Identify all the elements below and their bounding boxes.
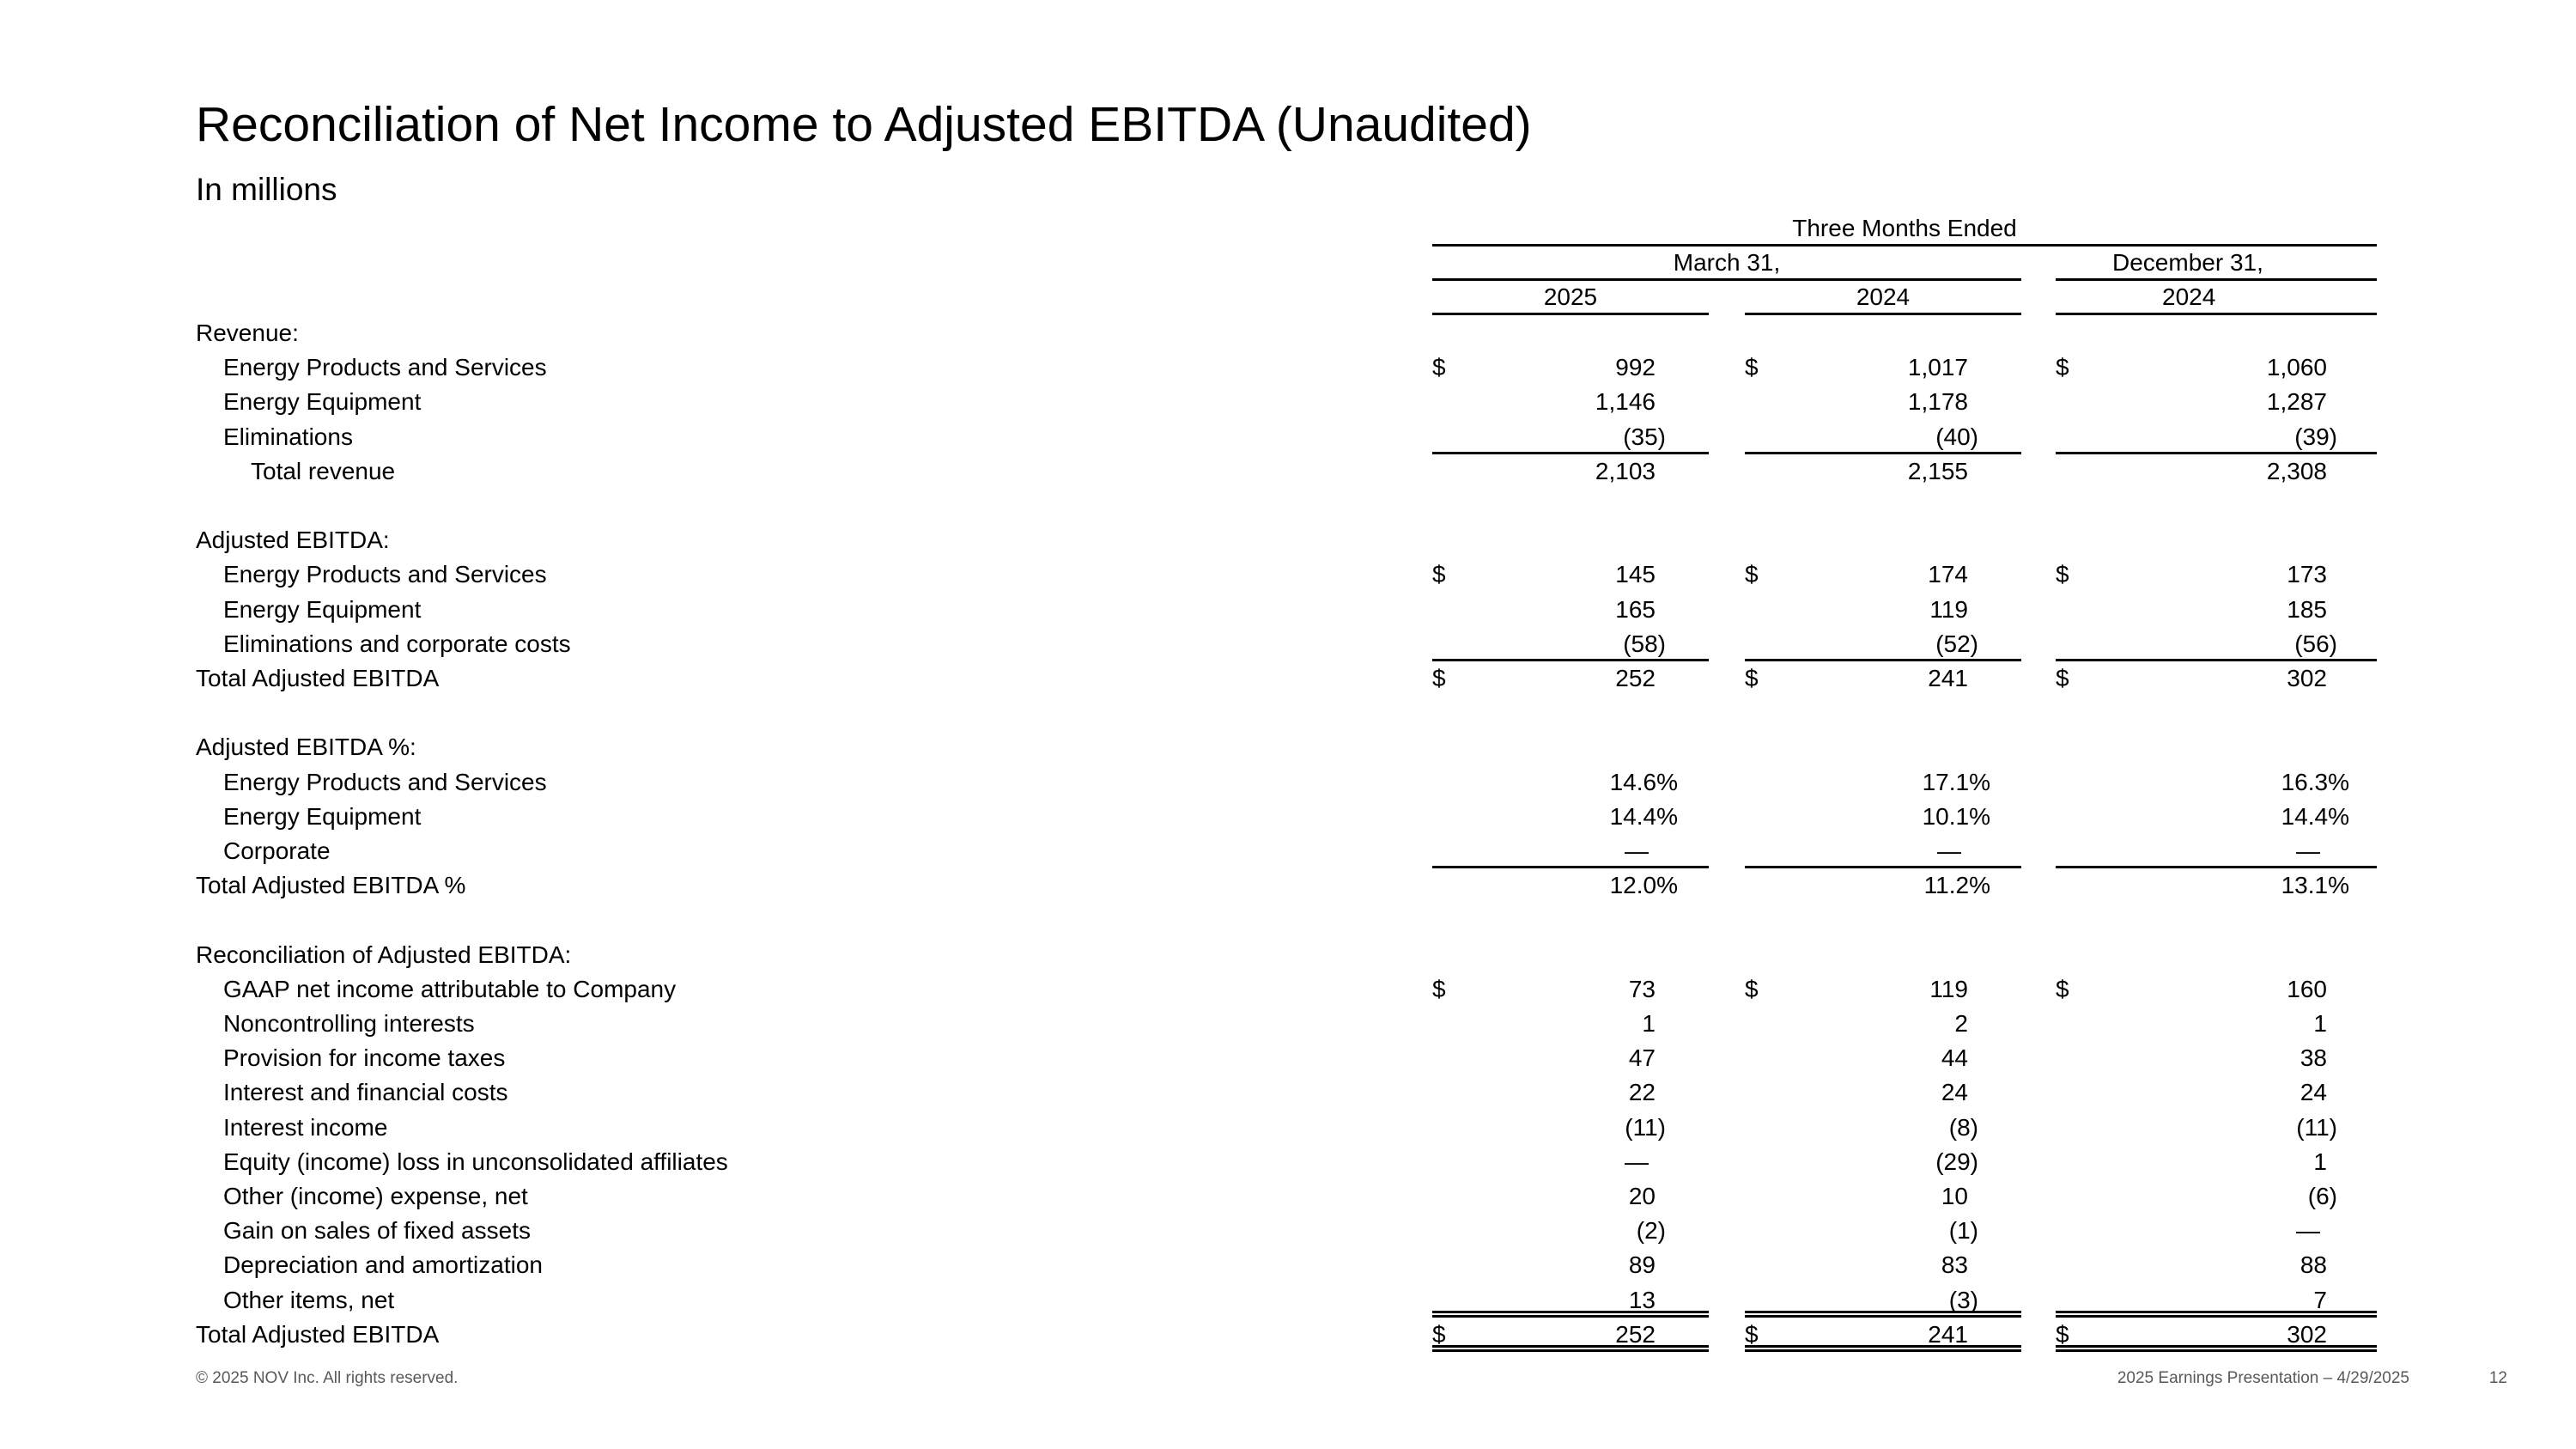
- row-label: Gain on sales of fixed assets: [223, 1217, 531, 1245]
- row-label: Other items, net: [223, 1286, 395, 1313]
- header-rule-col2: [1745, 313, 2021, 315]
- cell-value: 302: [2287, 1320, 2327, 1348]
- currency-symbol: $: [1432, 975, 1446, 1002]
- cell-value: 89: [1628, 1251, 1656, 1279]
- header-col-2024-december: 2024: [2162, 283, 2216, 310]
- value-cell: [1432, 765, 1709, 800]
- row-label: Interest income: [223, 1113, 388, 1141]
- cell-value: 992: [1615, 354, 1656, 381]
- value-cell: [1745, 938, 2021, 972]
- value-cell: [1745, 696, 2021, 730]
- header-rule-col3: [2056, 313, 2377, 315]
- cell-value: 14.4%: [1609, 802, 1678, 830]
- value-cell: [1432, 523, 1709, 557]
- cell-value: 241: [1928, 665, 1968, 691]
- cell-value: 22: [1628, 1079, 1656, 1106]
- table-row: [0, 1007, 2576, 1041]
- cell-value: (8): [1948, 1113, 1978, 1141]
- cell-value: 17.1%: [1922, 768, 1990, 795]
- row-label: Provision for income taxes: [223, 1044, 506, 1072]
- value-cell: [1432, 489, 1709, 523]
- cell-value: 1: [1642, 1010, 1656, 1037]
- value-cell: [1432, 903, 1709, 937]
- cell-value: 13: [1628, 1286, 1656, 1313]
- table-row: [0, 1318, 2576, 1352]
- value-cell: [1745, 557, 2021, 592]
- cell-value: 302: [2287, 665, 2327, 691]
- table-row: [0, 834, 2576, 868]
- cell-value: 12.0%: [1609, 872, 1678, 899]
- value-cell: [1745, 1283, 2021, 1318]
- footer-copyright: © 2025 NOV Inc. All rights reserved.: [196, 1369, 459, 1387]
- cell-value: 44: [1941, 1044, 1968, 1072]
- value-cell: [2056, 557, 2377, 592]
- value-cell: [1745, 903, 2021, 937]
- value-cell: [2056, 523, 2377, 557]
- row-label: Corporate: [223, 837, 331, 864]
- cell-value: (56): [2294, 630, 2337, 657]
- cell-value: (52): [1935, 630, 1978, 657]
- value-cell: [1432, 454, 1709, 489]
- currency-symbol: $: [1432, 665, 1446, 691]
- table-row: [0, 350, 2576, 385]
- table-row: [0, 593, 2576, 627]
- value-cell: [2056, 1041, 2377, 1075]
- header-rule-col1: [1432, 313, 1709, 315]
- table-row: [0, 730, 2576, 764]
- value-cell: [1432, 420, 1709, 454]
- table-row: [0, 627, 2576, 661]
- value-cell: [1432, 1075, 1709, 1110]
- table-row: [0, 1111, 2576, 1145]
- currency-symbol: $: [1432, 1320, 1446, 1348]
- value-cell: [1745, 834, 2021, 868]
- value-cell: [2056, 489, 2377, 523]
- table-spacer-row: [0, 903, 2576, 937]
- footer-presentation: 2025 Earnings Presentation – 4/29/2025: [2117, 1369, 2409, 1387]
- cell-value: 47: [1628, 1044, 1656, 1072]
- cell-value: 160: [2287, 975, 2327, 1002]
- cell-value: 14.4%: [2281, 802, 2349, 830]
- value-cell: [2056, 1075, 2377, 1110]
- table-row: [0, 385, 2576, 419]
- value-cell: [1745, 420, 2021, 454]
- currency-symbol: $: [2056, 975, 2069, 1002]
- currency-symbol: $: [1745, 665, 1759, 691]
- value-cell: [1745, 1248, 2021, 1282]
- row-label: Eliminations: [223, 423, 353, 450]
- cell-value: 11.2%: [1923, 872, 1990, 899]
- table-spacer-row: [0, 696, 2576, 730]
- row-label: Total revenue: [251, 457, 396, 484]
- cell-value: 119: [1929, 975, 1968, 1002]
- value-cell: [1432, 1111, 1709, 1145]
- value-cell: [2056, 1111, 2377, 1145]
- value-cell: [1432, 1145, 1709, 1179]
- table-row: [0, 1283, 2576, 1318]
- table-row: [0, 1075, 2576, 1110]
- cell-value: —: [2296, 1217, 2320, 1245]
- value-cell: [1745, 1041, 2021, 1075]
- table-row: [0, 454, 2576, 489]
- cell-value: 1,178: [1907, 388, 1968, 416]
- currency-symbol: $: [1745, 975, 1759, 1002]
- cell-value: 7: [2313, 1286, 2327, 1313]
- cell-value: 73: [1628, 975, 1656, 1002]
- table-row: [0, 661, 2576, 696]
- value-cell: [2056, 316, 2377, 350]
- value-cell: [1432, 972, 1709, 1007]
- row-label: Total Adjusted EBITDA %: [196, 872, 466, 899]
- value-cell: [1745, 730, 2021, 764]
- value-cell: [1432, 730, 1709, 764]
- value-cell: [2056, 1318, 2377, 1352]
- cell-value: 174: [1928, 561, 1968, 588]
- row-label: Revenue:: [196, 320, 299, 346]
- value-cell: [1745, 454, 2021, 489]
- row-label: Energy Products and Services: [223, 768, 547, 795]
- cell-value: 119: [1929, 595, 1968, 623]
- value-cell: [2056, 868, 2377, 903]
- cell-value: 1,060: [2266, 354, 2327, 381]
- value-cell: [1745, 1214, 2021, 1248]
- cell-value: 2,155: [1907, 457, 1968, 484]
- cell-value: —: [1625, 1148, 1649, 1175]
- currency-symbol: $: [1745, 1320, 1759, 1348]
- value-cell: [1432, 385, 1709, 419]
- value-cell: [1432, 1283, 1709, 1318]
- cell-value: 2,103: [1595, 457, 1656, 484]
- value-cell: [2056, 661, 2377, 696]
- currency-symbol: $: [2056, 1320, 2069, 1348]
- table-row: [0, 765, 2576, 800]
- cell-value: 24: [1941, 1079, 1968, 1106]
- currency-symbol: $: [1745, 354, 1759, 381]
- value-cell: [1745, 972, 2021, 1007]
- table-row: [0, 1179, 2576, 1214]
- value-cell: [1432, 938, 1709, 972]
- cell-value: 2,308: [2266, 457, 2327, 484]
- cell-value: 252: [1615, 665, 1656, 691]
- value-cell: [1432, 350, 1709, 385]
- value-cell: [1432, 1179, 1709, 1214]
- value-cell: [2056, 1248, 2377, 1282]
- table-row: [0, 972, 2576, 1007]
- cell-value: 1,017: [1907, 354, 1968, 381]
- row-label: Equity (income) loss in unconsolidated affiliates: [223, 1148, 728, 1175]
- value-cell: [1432, 696, 1709, 730]
- value-cell: [1745, 593, 2021, 627]
- value-cell: [1745, 765, 2021, 800]
- value-cell: [2056, 938, 2377, 972]
- row-label: GAAP net income attributable to Company: [223, 975, 677, 1002]
- row-label: Reconciliation of Adjusted EBITDA:: [196, 941, 572, 968]
- value-cell: [1432, 316, 1709, 350]
- currency-symbol: $: [2056, 561, 2069, 588]
- cell-value: (6): [2307, 1183, 2337, 1209]
- cell-value: 83: [1941, 1251, 1968, 1279]
- cell-value: (2): [1636, 1217, 1666, 1245]
- value-cell: [1745, 627, 2021, 661]
- cell-value: 38: [2300, 1044, 2327, 1072]
- cell-value: (29): [1935, 1148, 1978, 1175]
- value-cell: [2056, 1283, 2377, 1318]
- currency-symbol: $: [2056, 354, 2069, 381]
- value-cell: [1432, 868, 1709, 903]
- cell-value: 165: [1615, 595, 1656, 623]
- row-label: Energy Products and Services: [223, 354, 547, 381]
- header-group-march: March 31,: [1673, 249, 1781, 276]
- cell-value: (58): [1623, 630, 1666, 657]
- row-label: Adjusted EBITDA %:: [196, 734, 416, 761]
- cell-value: 1,287: [2266, 388, 2327, 416]
- cell-value: 1: [2313, 1148, 2327, 1175]
- value-cell: [1432, 800, 1709, 834]
- cell-value: (11): [2296, 1113, 2337, 1141]
- value-cell: [1745, 489, 2021, 523]
- value-cell: [2056, 1179, 2377, 1214]
- value-cell: [2056, 1145, 2377, 1179]
- currency-symbol: $: [2056, 665, 2069, 691]
- cell-value: 185: [2287, 595, 2327, 623]
- value-cell: [2056, 454, 2377, 489]
- value-cell: [1745, 385, 2021, 419]
- value-cell: [2056, 1214, 2377, 1248]
- value-cell: [1432, 834, 1709, 868]
- currency-symbol: $: [1432, 561, 1446, 588]
- table-row: [0, 938, 2576, 972]
- value-cell: [2056, 593, 2377, 627]
- value-cell: [2056, 696, 2377, 730]
- cell-value: 88: [2300, 1251, 2327, 1279]
- cell-value: 145: [1615, 561, 1656, 588]
- row-label: Interest and financial costs: [223, 1079, 508, 1106]
- row-label: Depreciation and amortization: [223, 1251, 543, 1279]
- value-cell: [2056, 350, 2377, 385]
- cell-value: 10.1%: [1922, 802, 1990, 830]
- cell-value: (40): [1935, 423, 1978, 450]
- header-group-december: December 31,: [2112, 249, 2263, 276]
- value-cell: [1745, 661, 2021, 696]
- value-cell: [2056, 385, 2377, 419]
- table-spacer-row: [0, 489, 2576, 523]
- value-cell: [2056, 420, 2377, 454]
- table-row: [0, 557, 2576, 592]
- cell-value: 173: [2287, 561, 2327, 588]
- value-cell: [2056, 972, 2377, 1007]
- value-cell: [1432, 1041, 1709, 1075]
- value-cell: [1745, 1111, 2021, 1145]
- value-cell: [1745, 316, 2021, 350]
- cell-value: —: [1625, 837, 1649, 864]
- header-period: Three Months Ended: [1792, 215, 2017, 241]
- row-label: Total Adjusted EBITDA: [196, 1320, 440, 1348]
- value-cell: [1745, 1179, 2021, 1214]
- cell-value: 24: [2300, 1079, 2327, 1106]
- cell-value: (3): [1948, 1286, 1978, 1313]
- value-cell: [1432, 627, 1709, 661]
- value-cell: [1432, 593, 1709, 627]
- value-cell: [1745, 1007, 2021, 1041]
- table-row: [0, 1145, 2576, 1179]
- cell-value: 14.6%: [1609, 768, 1678, 795]
- row-label: Energy Equipment: [223, 388, 422, 416]
- row-label: Energy Products and Services: [223, 561, 547, 588]
- row-label: Energy Equipment: [223, 802, 422, 830]
- value-cell: [2056, 903, 2377, 937]
- table-row: [0, 800, 2576, 834]
- value-cell: [2056, 800, 2377, 834]
- value-cell: [1432, 661, 1709, 696]
- value-cell: [1432, 1318, 1709, 1352]
- row-label: Other (income) expense, net: [223, 1183, 528, 1209]
- value-cell: [1432, 1007, 1709, 1041]
- cell-value: 2: [1954, 1010, 1968, 1037]
- row-label: Adjusted EBITDA:: [196, 527, 390, 554]
- cell-value: 1,146: [1595, 388, 1656, 416]
- table-row: [0, 1041, 2576, 1075]
- cell-value: (35): [1623, 423, 1666, 450]
- table-row: [0, 868, 2576, 903]
- value-cell: [2056, 627, 2377, 661]
- value-cell: [1432, 557, 1709, 592]
- value-cell: [2056, 1007, 2377, 1041]
- cell-value: 252: [1615, 1320, 1656, 1348]
- header-col-2024-march: 2024: [1856, 283, 1911, 310]
- value-cell: [1432, 1248, 1709, 1282]
- currency-symbol: $: [1745, 561, 1759, 588]
- cell-value: 20: [1628, 1183, 1656, 1209]
- row-label: Eliminations and corporate costs: [223, 630, 571, 657]
- table-row: [0, 523, 2576, 557]
- cell-value: 16.3%: [2281, 768, 2349, 795]
- row-label: Noncontrolling interests: [223, 1010, 475, 1037]
- header-col-2025: 2025: [1543, 283, 1598, 310]
- cell-value: (1): [1948, 1217, 1978, 1245]
- table-row: [0, 1214, 2576, 1248]
- cell-value: 13.1%: [2281, 872, 2349, 899]
- value-cell: [1745, 868, 2021, 903]
- value-cell: [2056, 730, 2377, 764]
- table-row: [0, 1248, 2576, 1282]
- value-cell: [1745, 1075, 2021, 1110]
- cell-value: 10: [1941, 1183, 1968, 1209]
- table-row: [0, 316, 2576, 350]
- value-cell: [1745, 1318, 2021, 1352]
- page-number: 12: [2488, 1369, 2507, 1387]
- value-cell: [1745, 350, 2021, 385]
- cell-value: —: [2296, 837, 2320, 864]
- row-label: Total Adjusted EBITDA: [196, 665, 440, 691]
- value-cell: [1745, 800, 2021, 834]
- table-row: [0, 420, 2576, 454]
- cell-value: (39): [2294, 423, 2337, 450]
- currency-symbol: $: [1432, 354, 1446, 381]
- row-label: Energy Equipment: [223, 595, 422, 623]
- value-cell: [2056, 834, 2377, 868]
- cell-value: —: [1937, 837, 1961, 864]
- value-cell: [1432, 1214, 1709, 1248]
- value-cell: [2056, 765, 2377, 800]
- cell-value: 241: [1928, 1320, 1968, 1348]
- value-cell: [1745, 1145, 2021, 1179]
- units-subtitle: In millions: [196, 172, 337, 207]
- cell-value: (11): [1625, 1113, 1666, 1141]
- value-cell: [1745, 523, 2021, 557]
- cell-value: 1: [2313, 1010, 2327, 1037]
- page-title: Reconciliation of Net Income to Adjusted EBITDA (Unaudited): [196, 97, 1532, 152]
